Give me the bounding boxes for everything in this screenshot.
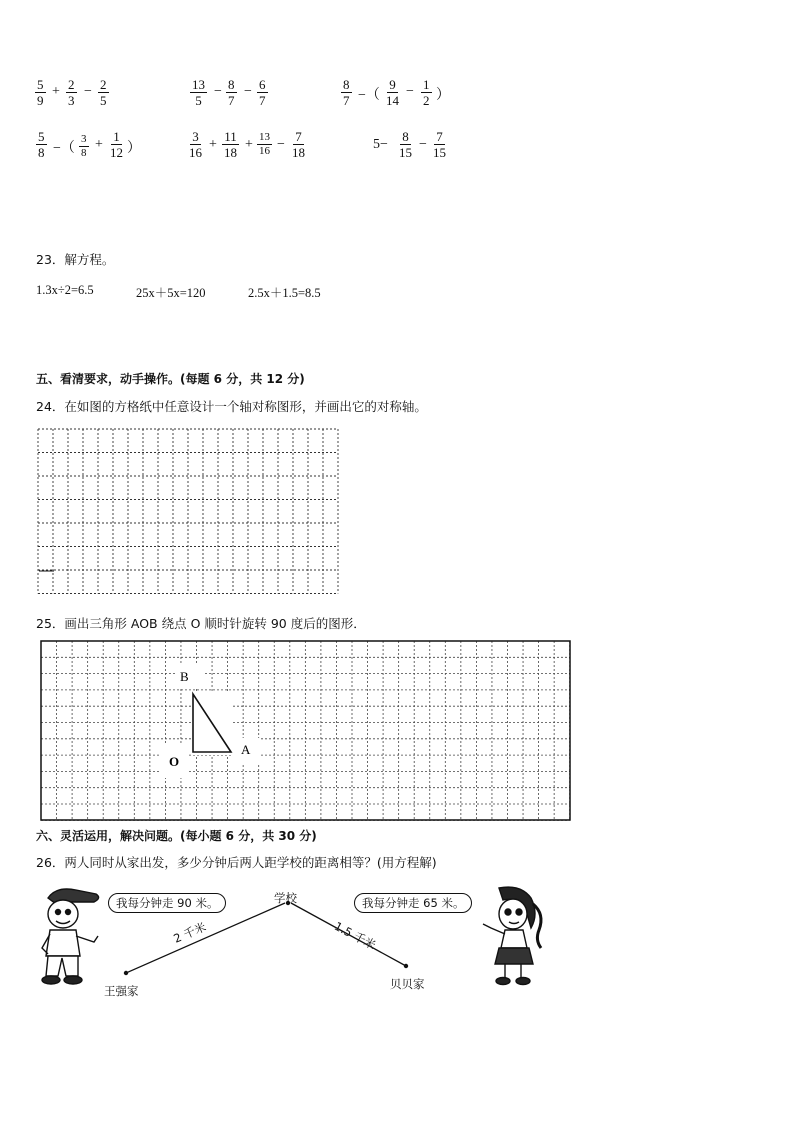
fraction: $\frac{8}{15}$ (399, 129, 412, 160)
point-home-left (124, 971, 128, 975)
equation-1: 1.3x÷2=6.5 (36, 283, 94, 297)
paren: ） (127, 141, 141, 156)
fraction: $\frac{1}{12}$ (110, 129, 123, 160)
fraction: $\frac{3}{16}$ (189, 129, 202, 160)
home-left-label: 王强家 (104, 984, 139, 998)
fraction: $\frac{13}{16}$ (259, 131, 270, 157)
speech-bubble-left: 我每分钟走 90 米。 (108, 893, 226, 913)
operator: −（ (358, 88, 380, 103)
question-25-title: 25．画出三角形 AOB 绕点 O 顺时针旋转 90 度后的图形． (36, 616, 366, 631)
operator: −（ (53, 141, 75, 156)
operator: − (419, 137, 427, 152)
operator: + (245, 137, 253, 152)
fraction: $\frac{8}{7}$ (343, 77, 350, 108)
operator: + (95, 137, 103, 152)
fraction: $\frac{7}{18}$ (292, 129, 305, 160)
operator: − (84, 84, 92, 99)
operator: − (277, 137, 285, 152)
speech-bubble-right: 我每分钟走 65 米。 (354, 893, 472, 913)
fraction: $\frac{5}{9}$ (37, 77, 44, 108)
operator: − (406, 84, 414, 99)
vertex-label-o: O (169, 754, 180, 769)
section-5-heading: 五、看清要求，动手操作。(每题 6 分，共 12 分) (36, 372, 305, 386)
girl-figure-icon (473, 884, 553, 988)
equation-2: 25x＋5x=120 (136, 286, 206, 300)
fraction: $\frac{2}{3}$ (68, 77, 75, 108)
operator: − (214, 84, 222, 99)
home-right-label: 贝贝家 (390, 977, 425, 991)
fraction: $\frac{13}{5}$ (192, 77, 205, 108)
vertex-label-b: B (180, 669, 189, 684)
distance-right-label: 1.5 千米 (331, 918, 379, 953)
question-23-title: 23．解方程。 (36, 252, 115, 267)
school-label: 学校 (274, 891, 297, 905)
question-26-title: 26．两人同时从家出发，多少分钟后两人距学校的距离相等？(用方程解) (36, 855, 437, 870)
fraction: $\frac{2}{5}$ (100, 77, 107, 108)
route-line-left (126, 903, 285, 973)
fraction: $\frac{5}{8}$ (38, 129, 45, 160)
vertex-label-a: A (241, 742, 251, 757)
operator: − (244, 84, 252, 99)
paren: ） (436, 88, 450, 103)
operator: + (209, 137, 217, 152)
equation-3: 2.5x＋1.5=8.5 (248, 286, 321, 300)
fraction: $\frac{9}{14}$ (386, 77, 399, 108)
boy-figure-icon (36, 884, 108, 988)
fraction: $\frac{7}{15}$ (433, 129, 446, 160)
distance-left-label: 2 千米 (171, 919, 209, 946)
fraction: $\frac{1}{2}$ (423, 77, 430, 108)
section-6-heading: 六、灵活运用，解决问题。(每小题 6 分，共 30 分) (36, 829, 317, 843)
question-24-title: 24．在如图的方格纸中任意设计一个轴对称图形，并画出它的对称轴。 (36, 399, 427, 414)
fraction: $\frac{3}{8}$ (81, 133, 87, 159)
point-home-right (404, 964, 408, 968)
fraction: $\frac{8}{7}$ (228, 77, 235, 108)
operator: + (52, 84, 60, 99)
fraction: $\frac{11}{18}$ (224, 129, 237, 160)
operator: 5− (373, 137, 388, 152)
fraction: $\frac{6}{7}$ (259, 77, 266, 108)
